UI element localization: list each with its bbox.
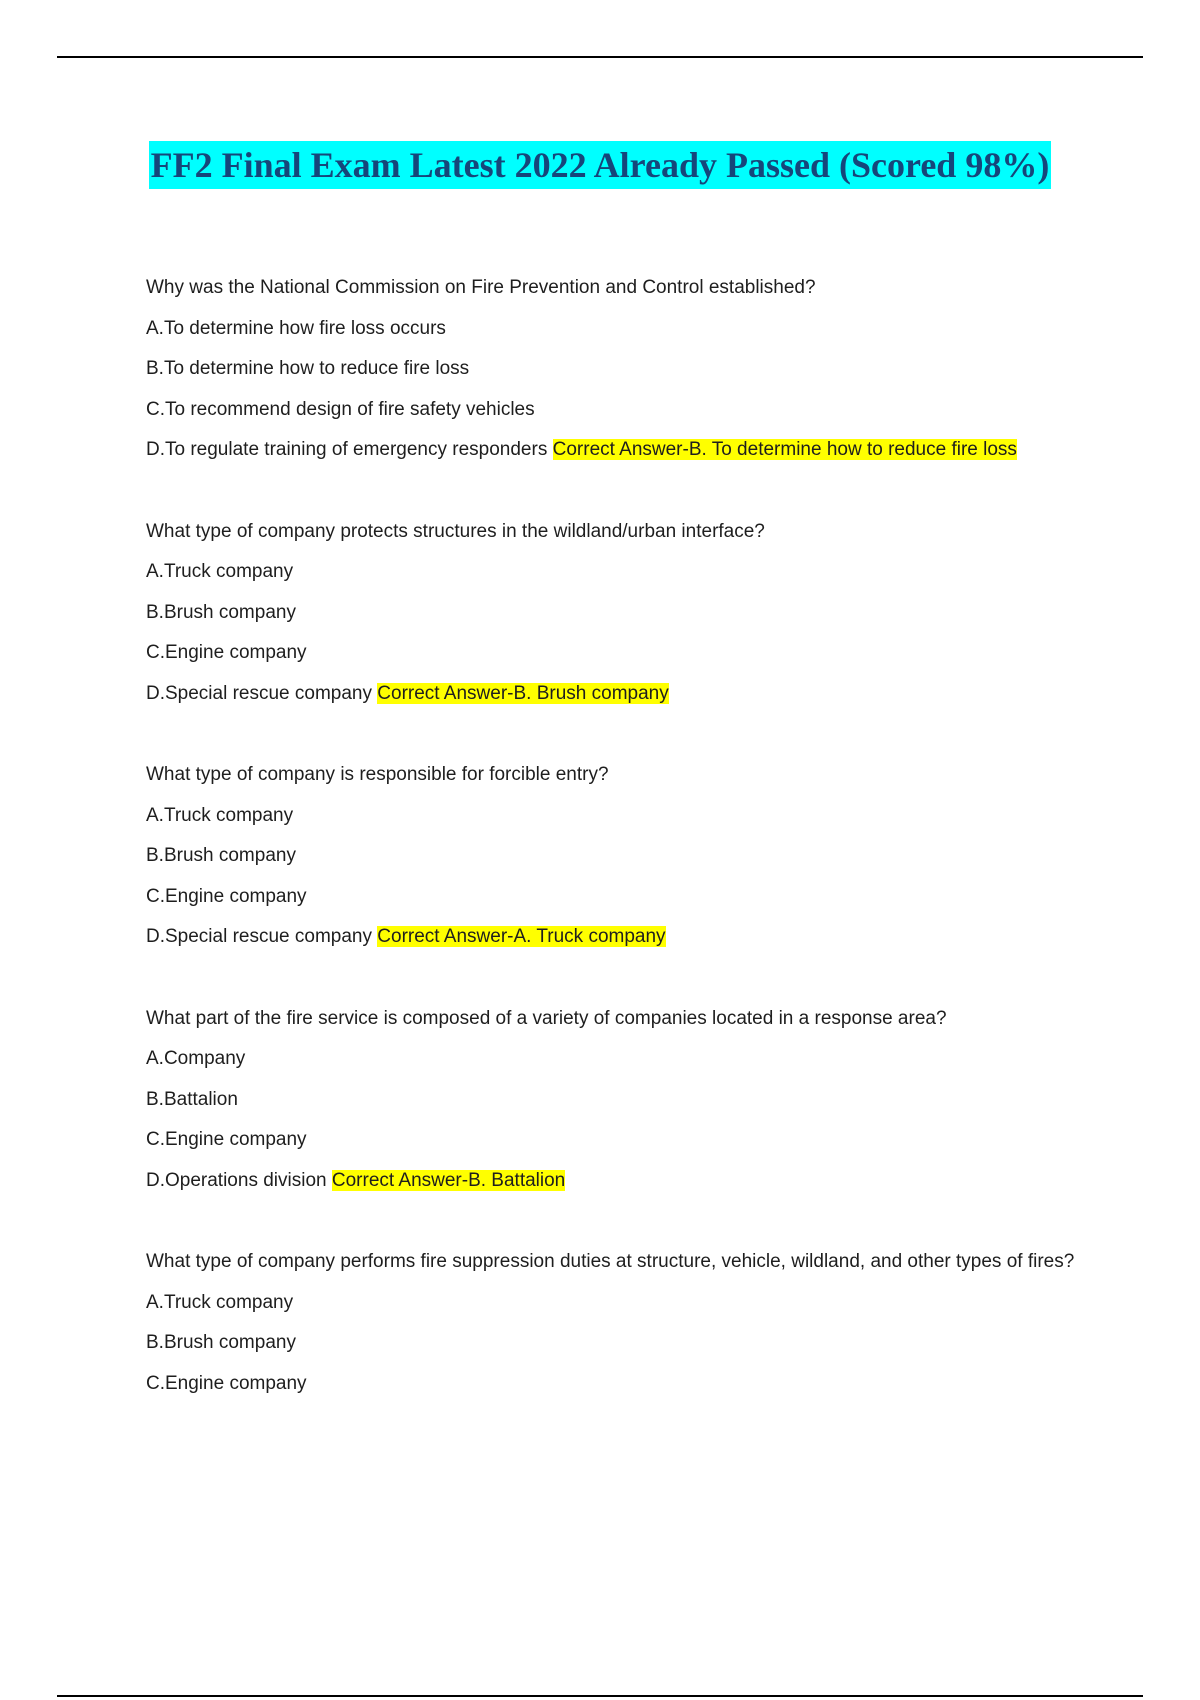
question-text: What type of company is responsible for forcible entry? bbox=[146, 764, 609, 785]
bottom-rule bbox=[57, 1695, 1143, 1697]
option-b: B.Brush company bbox=[146, 1332, 296, 1353]
option-c: C.Engine company bbox=[146, 642, 307, 663]
option-d-with-answer bbox=[146, 1161, 1106, 1202]
option-b: B.Brush company bbox=[146, 601, 296, 623]
title-container bbox=[0, 141, 1200, 189]
question-block bbox=[146, 999, 1106, 1202]
correct-answer: Correct Answer-B. Brush company bbox=[377, 682, 669, 704]
option-b: B.Brush company bbox=[146, 845, 296, 866]
question-block bbox=[146, 268, 1106, 471]
option-d: D.Special rescue company bbox=[146, 926, 372, 947]
question-block bbox=[146, 755, 1106, 958]
option-c: C.Engine company bbox=[146, 1372, 307, 1394]
option-a: A.Truck company bbox=[146, 561, 294, 582]
option-a: A.Company bbox=[146, 1048, 246, 1069]
option-b: B.Battalion bbox=[146, 1088, 238, 1110]
option-d-with-answer bbox=[146, 430, 1106, 471]
option-a: A.To determine how fire loss occurs bbox=[146, 317, 446, 339]
question-block bbox=[146, 512, 1106, 715]
option-d-with-answer bbox=[146, 917, 1106, 958]
correct-answer: Correct Answer-A. Truck company bbox=[377, 926, 666, 947]
correct-answer: Correct Answer-B. To determine how to reduce fire loss bbox=[552, 439, 1017, 460]
option-a: A.Truck company bbox=[146, 804, 294, 826]
option-b: B.To determine how to reduce fire loss bbox=[146, 358, 470, 379]
option-a: A.Truck company bbox=[146, 1291, 294, 1313]
option-c: C.Engine company bbox=[146, 1129, 307, 1150]
top-rule bbox=[57, 56, 1143, 58]
question-text: What type of company protects structures in the wildland/urban interface? bbox=[146, 520, 765, 542]
option-d: D.Special rescue company bbox=[146, 682, 372, 704]
option-d: D.To regulate training of emergency responders bbox=[146, 439, 548, 460]
option-d: D.Operations division bbox=[146, 1169, 327, 1191]
option-d-with-answer bbox=[146, 674, 1106, 715]
question-list bbox=[146, 268, 1106, 1445]
question-text: What type of company performs fire suppression duties at structure, vehicle, wildland, and other types of fires? bbox=[146, 1251, 1075, 1272]
option-c: C.Engine company bbox=[146, 885, 307, 907]
correct-answer: Correct Answer-B. Battalion bbox=[331, 1169, 566, 1191]
question-block bbox=[146, 1242, 1106, 1404]
option-c: C.To recommend design of fire safety vehicles bbox=[146, 398, 535, 420]
question-text: Why was the National Commission on Fire Prevention and Control established? bbox=[146, 277, 816, 298]
question-text: What part of the fire service is composed of a variety of companies located in a response area? bbox=[146, 1007, 947, 1029]
document-title: FF2 Final Exam Latest 2022 Already Passed (Scored 98%) bbox=[149, 141, 1052, 189]
